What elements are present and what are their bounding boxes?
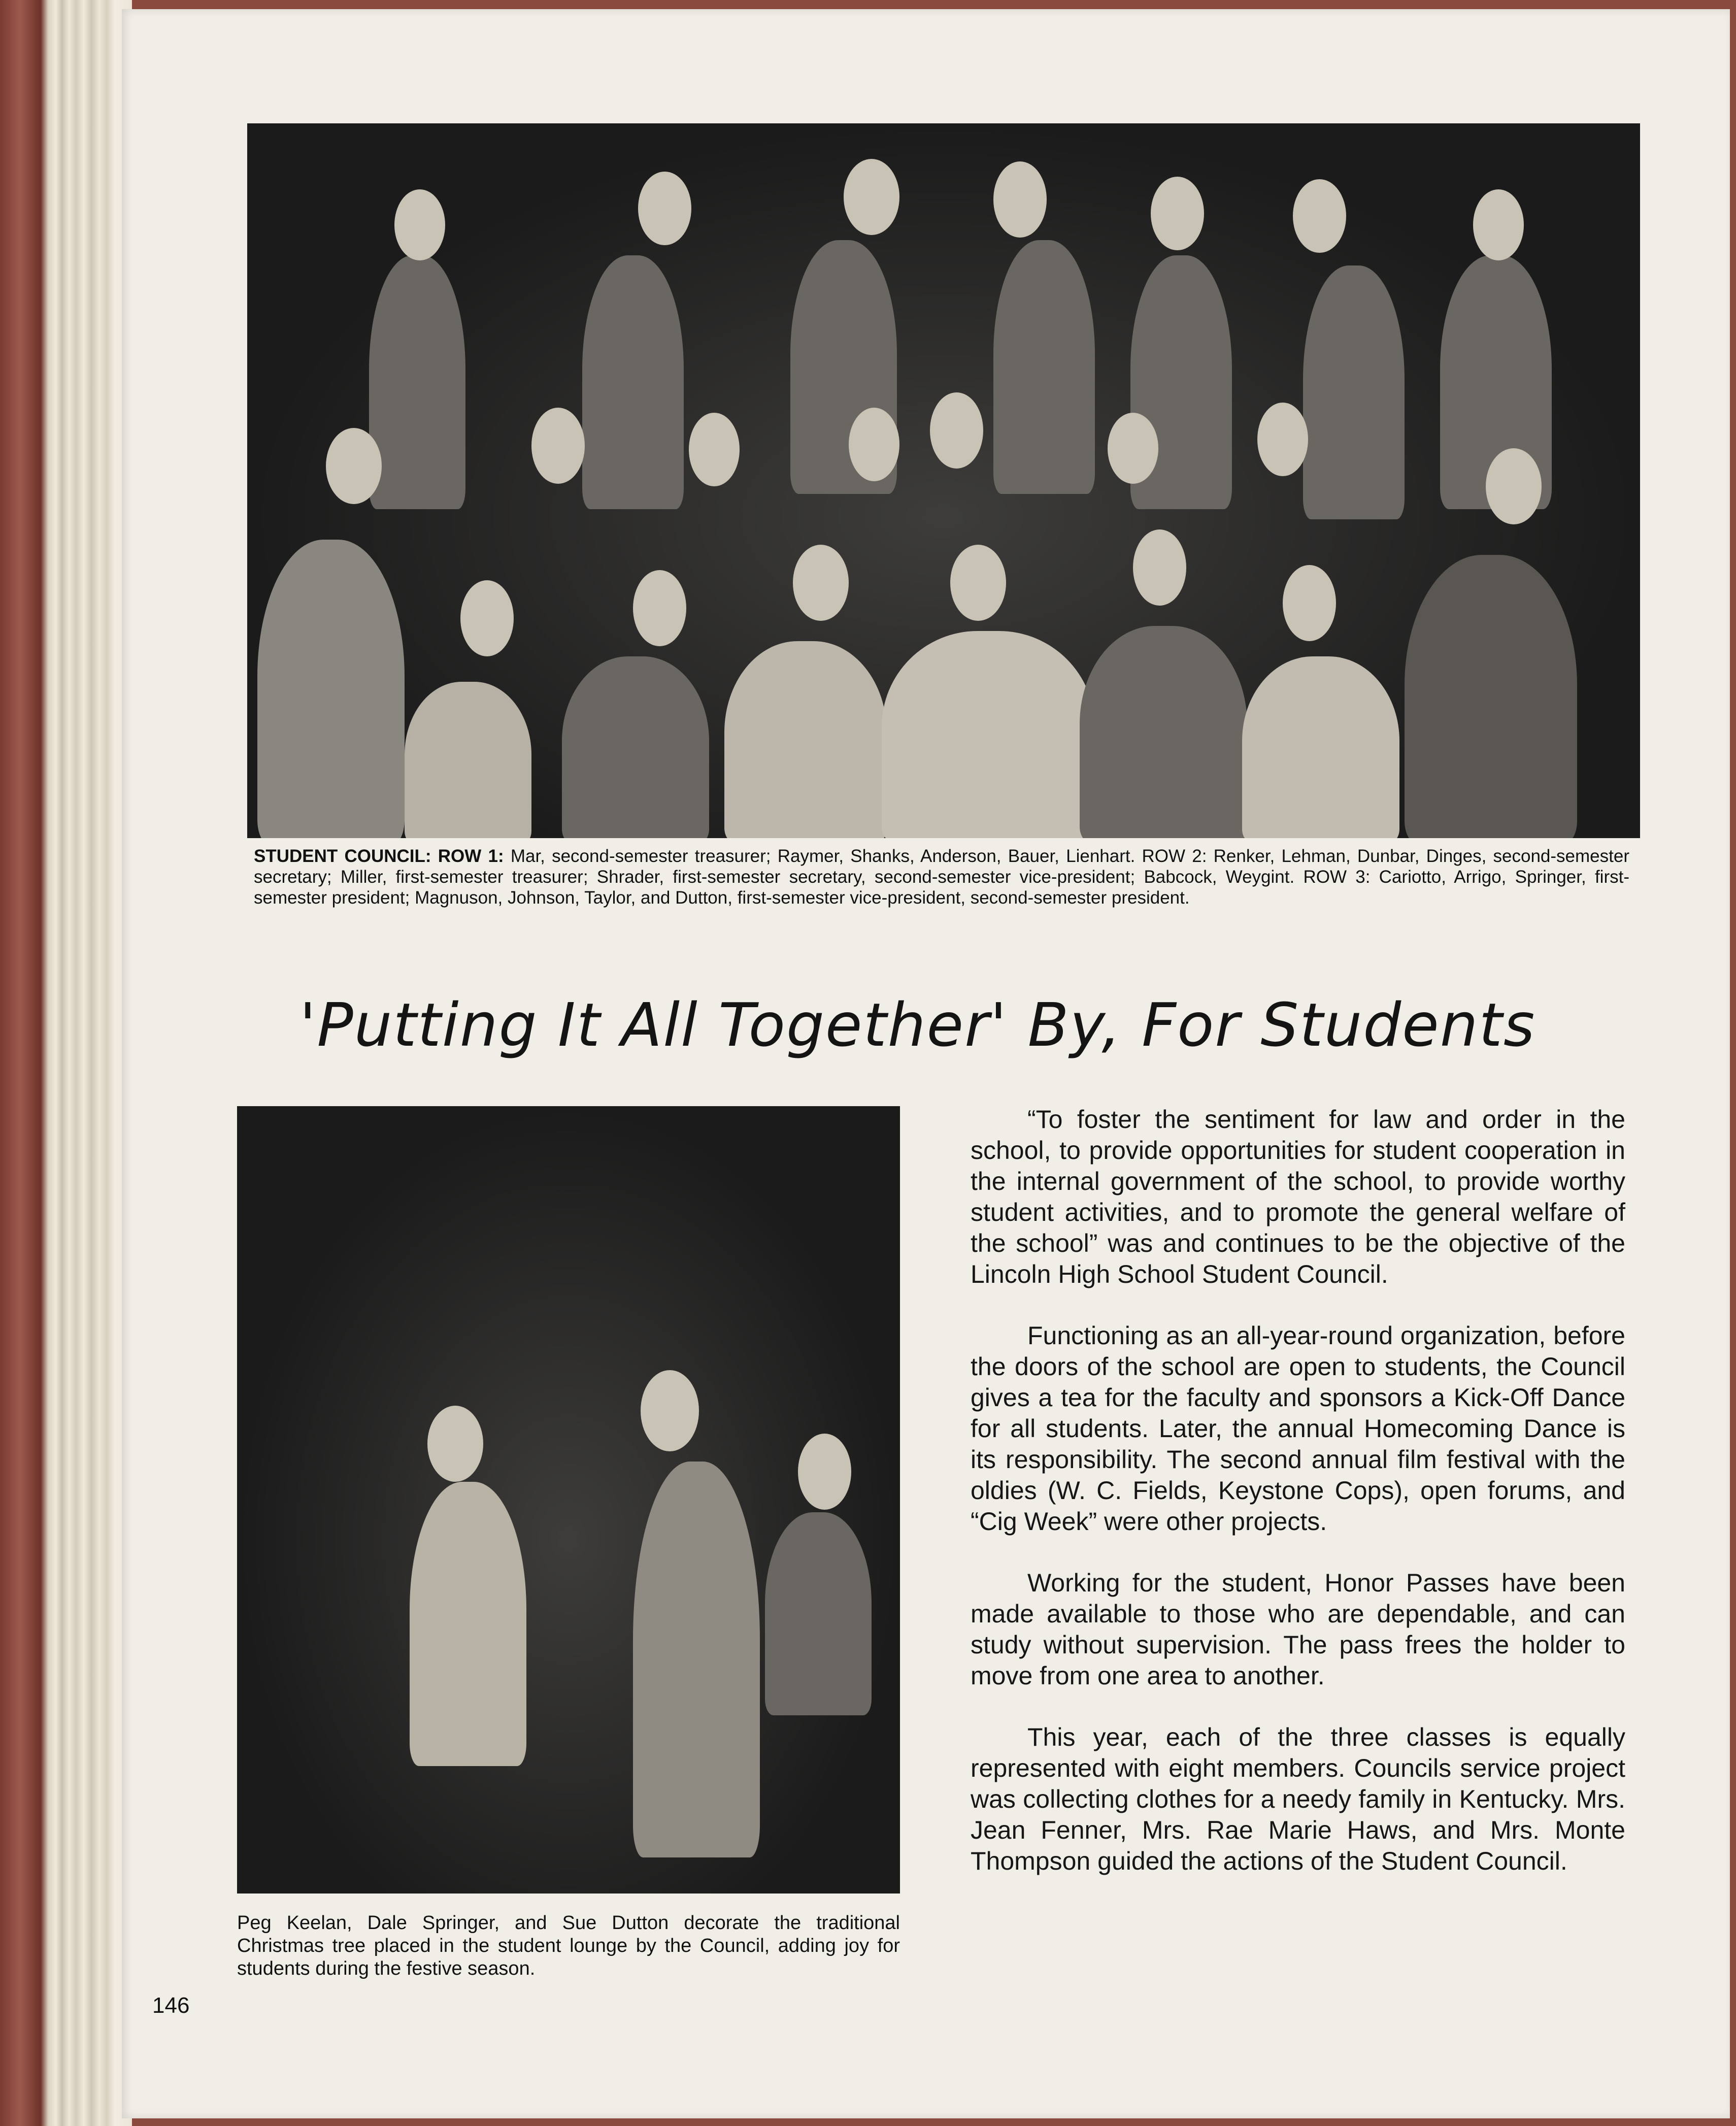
christmas-tree-photo	[237, 1106, 900, 1894]
student-figure	[1242, 656, 1399, 838]
student-figure	[993, 240, 1095, 494]
tree-photo-caption: Peg Keelan, Dale Springer, and Sue Dutton decorate the traditional Christmas tree placed in the student lounge by the Council, adding joy for students during the festive season.	[237, 1912, 900, 1979]
student-head	[1283, 565, 1336, 641]
student-head	[638, 172, 691, 245]
student-figure	[582, 255, 684, 509]
student-head	[849, 408, 899, 481]
article-paragraph: Working for the student, Honor Passes have been made available to those who are dependable, and can study without supervision. The pass frees the holder to move from one area to another.	[971, 1569, 1625, 1690]
caption-text: Mar, second-semester treasurer; Raymer, Shanks, Anderson, Bauer, Lienhart. ROW 2: Renker, Lehman, Dunbar, Dinges, second-semester secretary; Miller, first-semester treasurer; Shrader, first-semester secretary, second-semester vice-president; Babcock, Weygint. ROW 3: Cariotto, Arrigo, Springer, first-semester president; Magnuson, Johnson, Taylor, and Dutton, first-semester vice-president, second-semester president.	[254, 846, 1629, 908]
article-paragraph: Functioning as an all-year-round organization, before the doors of the school are open to students, the Council gives a tea for the faculty and sponsors a Kick-Off Dance for all students. Later, the annual Homecoming Dance is its responsibility. The second annual film festival with the oldies (W. C. Fields, Keystone Cops), open forums, and “Cig Week” were other projects.	[971, 1321, 1625, 1536]
article-paragraph: “To foster the sentiment for law and order in the school, to provide opportunities for student cooperation in the internal government of the school, to provide worthy student activities, and to promote the general welfare of the school” was and continues to be the objective of the Lincoln High School Student Council.	[971, 1105, 1625, 1288]
book-binding	[0, 0, 132, 2126]
student-head	[531, 408, 585, 484]
student-head	[460, 580, 514, 656]
student-figure	[257, 540, 405, 838]
student-council-group-photo	[247, 123, 1640, 838]
student-head	[326, 428, 382, 504]
student-head	[1293, 179, 1346, 253]
article-paragraph: This year, each of the three classes is equally represented with eight members. Councils service project was collecting clothes for a needy family in Kentucky. Mrs. Jean Fenner, Mrs. Rae Marie Haws, and Mrs. Monte Thompson guided the actions of the Student Council.	[971, 1723, 1625, 1875]
student-head	[793, 545, 849, 621]
student-head	[641, 1370, 699, 1451]
student-head	[394, 189, 445, 260]
article-headline: 'Putting It All Together' By, For Students	[299, 990, 1536, 1060]
student-figure	[1405, 555, 1577, 838]
student-head	[1108, 413, 1158, 484]
student-head	[993, 161, 1047, 238]
student-figure	[1303, 265, 1405, 519]
student-head	[844, 159, 899, 235]
student-head	[1486, 448, 1542, 524]
student-figure	[410, 1482, 526, 1766]
student-head	[1257, 403, 1308, 476]
student-head	[1473, 189, 1524, 260]
student-head	[633, 570, 686, 646]
group-photo-caption	[254, 846, 1629, 908]
student-head	[950, 545, 1006, 621]
student-figure	[765, 1512, 872, 1715]
student-head	[798, 1434, 851, 1510]
student-figure	[633, 1461, 760, 1857]
student-head	[427, 1406, 483, 1482]
student-figure	[369, 255, 465, 509]
student-head	[930, 392, 983, 469]
student-figure	[1080, 626, 1247, 838]
student-figure	[882, 631, 1095, 838]
caption-lead: STUDENT COUNCIL: ROW 1:	[254, 846, 504, 866]
student-head	[689, 413, 740, 486]
student-head	[1133, 529, 1186, 606]
article-body	[971, 1104, 1625, 1907]
student-figure	[562, 656, 709, 838]
student-figure	[405, 682, 531, 838]
page-number: 146	[152, 1993, 190, 2018]
student-figure	[724, 641, 887, 838]
student-head	[1151, 177, 1204, 250]
